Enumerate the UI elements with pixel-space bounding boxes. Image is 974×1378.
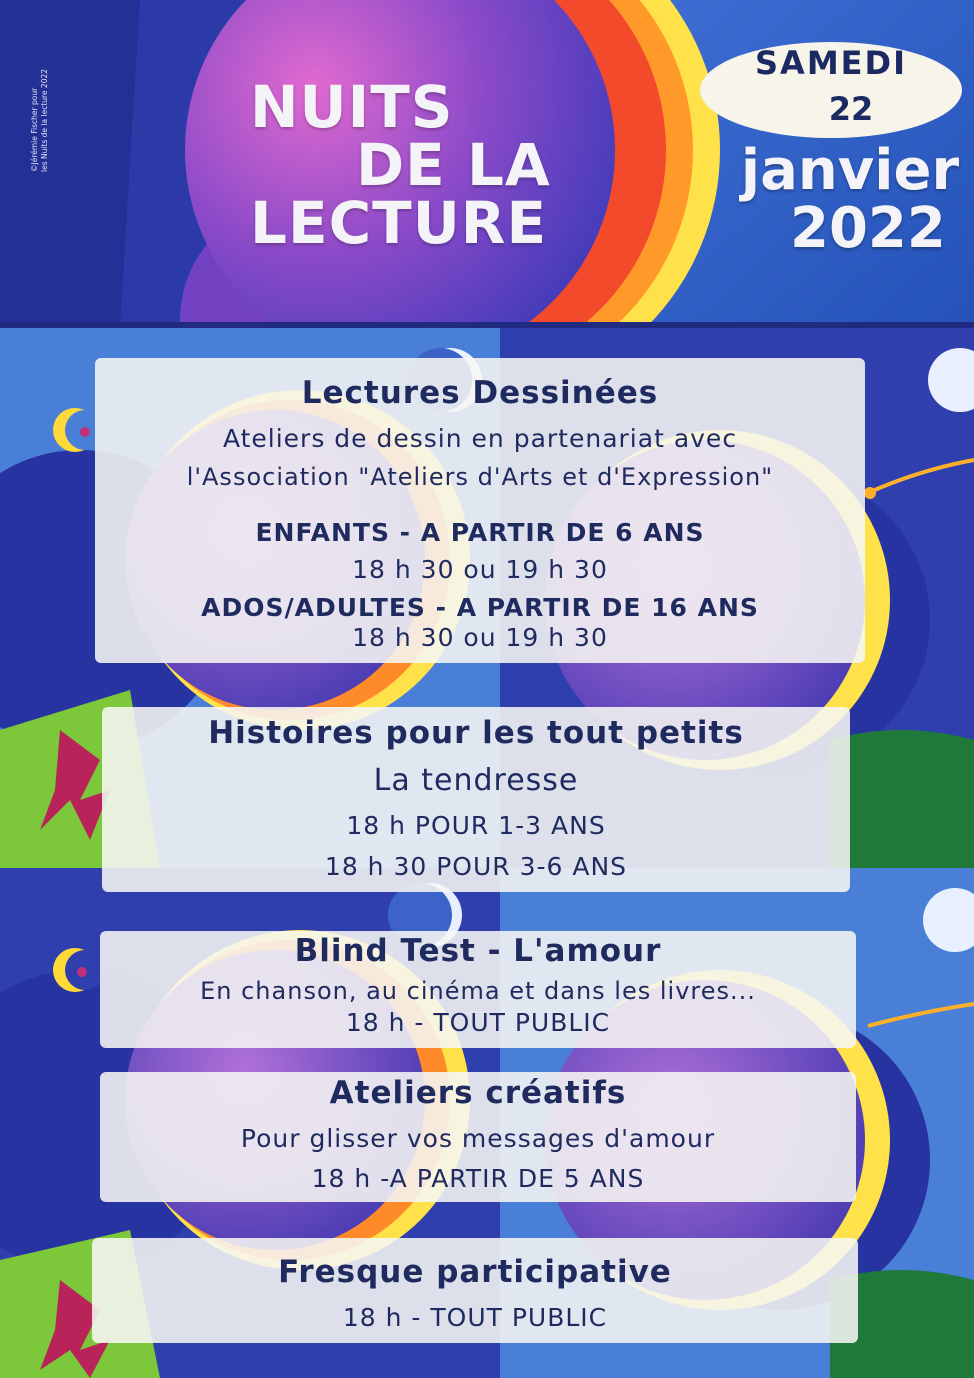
event-line: En chanson, au cinéma et dans les livres...: [200, 977, 756, 1005]
event-description-line: Ateliers de dessin en partenariat avec: [222, 424, 738, 453]
event-title: Blind Test - L'amour: [294, 933, 662, 969]
session-audience: ENFANTS - A PARTIR DE 6 ANS: [255, 518, 705, 547]
event-title: Ateliers créatifs: [329, 1075, 627, 1111]
date-year: 2022: [790, 196, 946, 261]
session-times: 18 h 30 ou 19 h 30: [352, 555, 608, 584]
date-day-number: 22: [828, 90, 874, 128]
event-subtitle: La tendresse: [373, 763, 579, 798]
date-day-name: SAMEDI: [755, 44, 907, 82]
event-line: Pour glisser vos messages d'amour: [240, 1124, 716, 1153]
event-title: Lectures Dessinées: [301, 375, 659, 411]
illustration-credit: ©Jérémie Fischer pour les Nuits de la lecture 2022: [30, 68, 49, 172]
event-card-ateliers-creatifs: [100, 1072, 856, 1202]
event-line: 18 h POUR 1-3 ANS: [346, 811, 606, 840]
event-card-blind-test: [100, 931, 856, 1048]
event-title: Histoires pour les tout petits: [208, 715, 744, 751]
title-line-1: NUITS: [250, 73, 454, 141]
title-line-2: DE LA: [356, 131, 551, 199]
event-line: 18 h - TOUT PUBLIC: [342, 1303, 608, 1332]
event-card-lectures-dessinees: [95, 358, 865, 663]
title-line-3: LECTURE: [250, 189, 548, 257]
date-month: janvier: [740, 138, 960, 203]
session-times: 18 h 30 ou 19 h 30: [352, 623, 608, 652]
event-line: 18 h - TOUT PUBLIC: [345, 1008, 611, 1037]
session-audience: ADOS/ADULTES - A PARTIR DE 16 ANS: [201, 593, 759, 622]
event-card-histoires: [102, 707, 850, 892]
event-card-fresque: [92, 1238, 858, 1343]
event-title: Fresque participative: [278, 1254, 672, 1290]
event-line: 18 h 30 POUR 3-6 ANS: [324, 852, 628, 881]
event-line: 18 h -A PARTIR DE 5 ANS: [311, 1164, 645, 1193]
event-description-line: l'Association "Ateliers d'Arts et d'Expression": [186, 463, 774, 491]
